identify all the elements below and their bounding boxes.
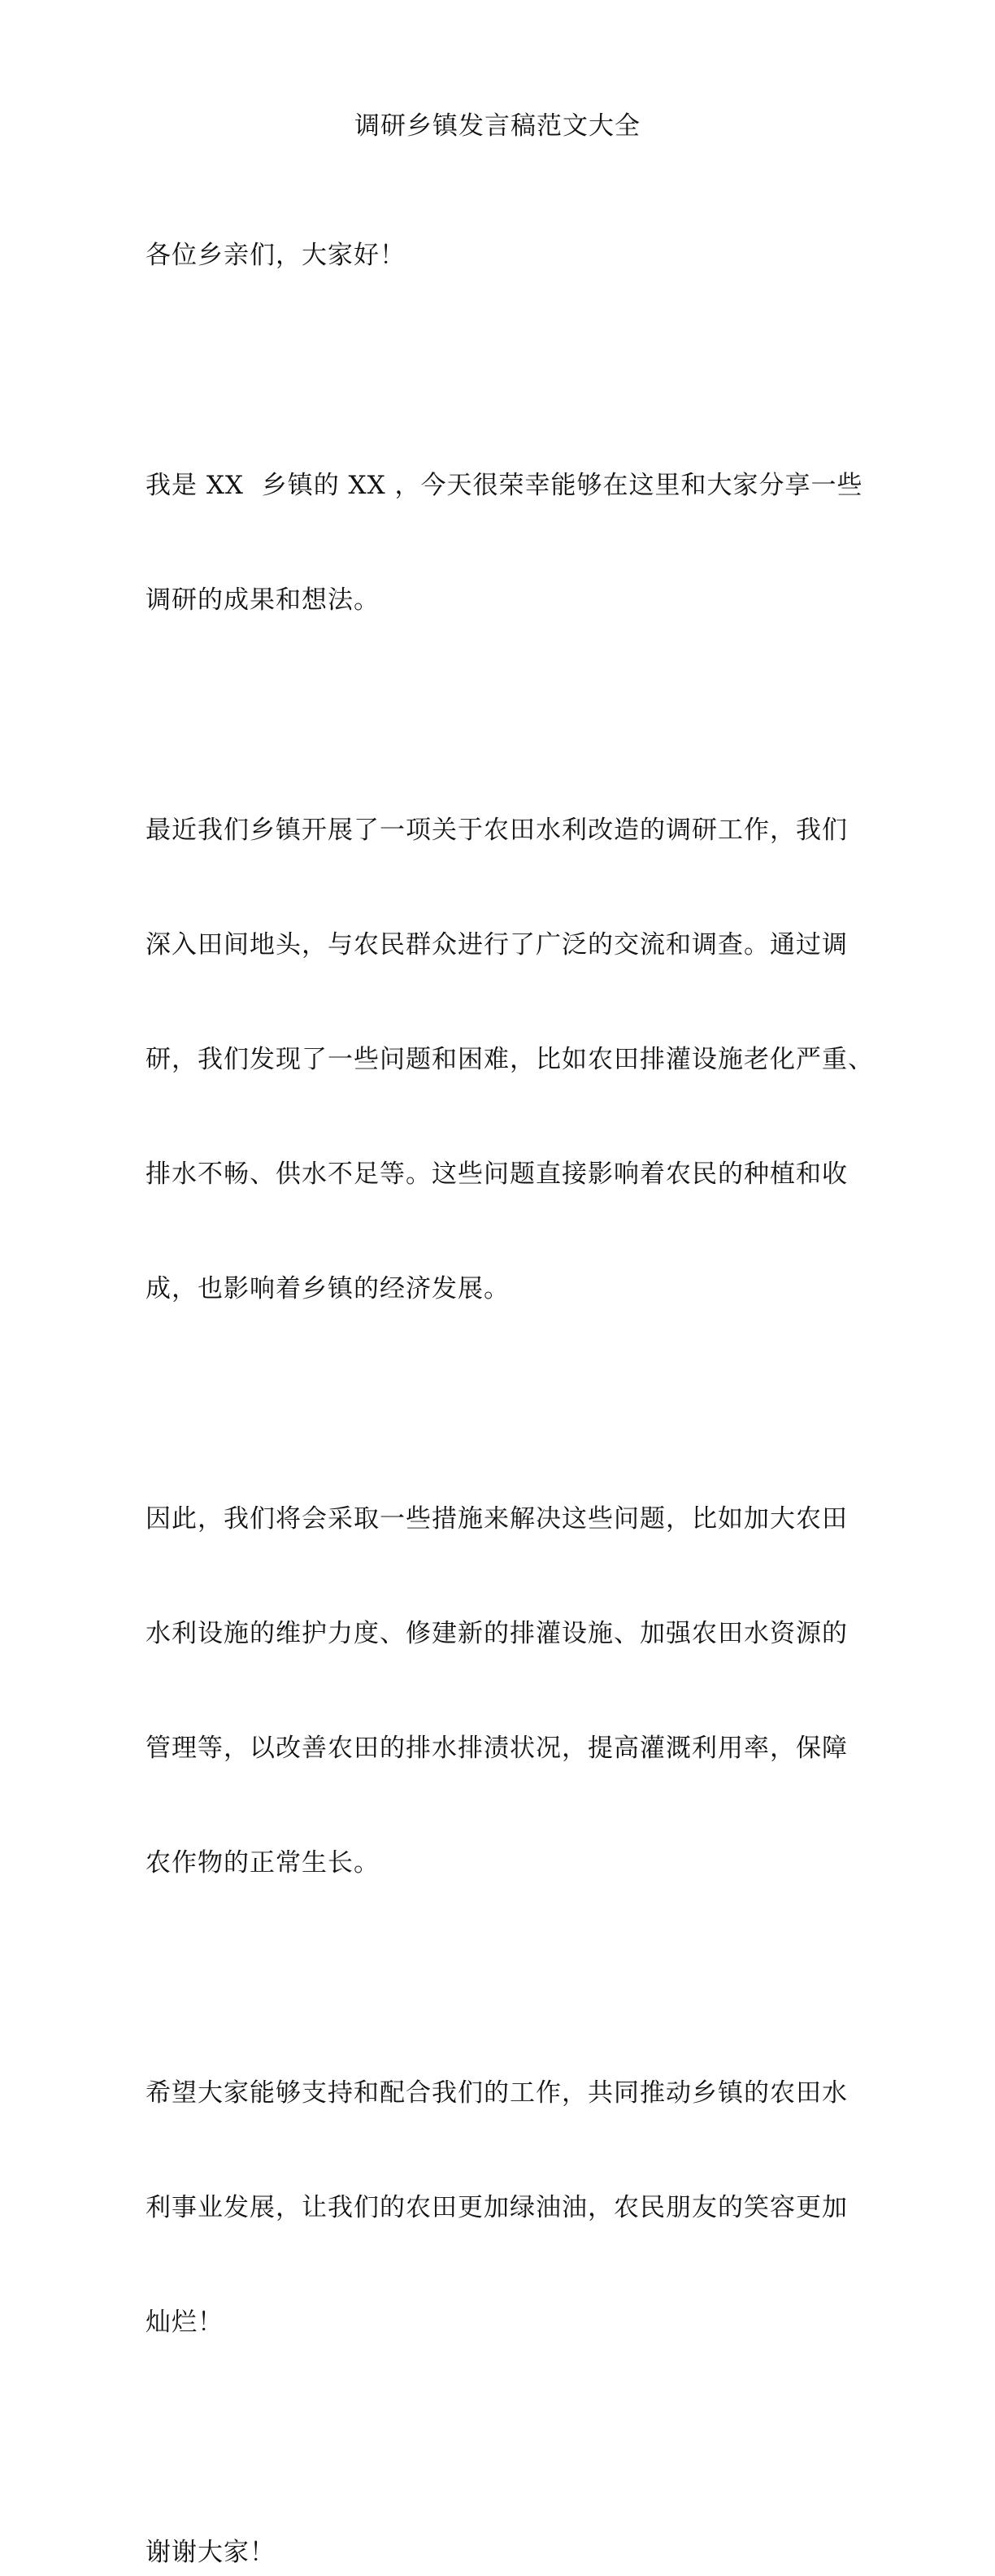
greeting-paragraph [146,160,845,351]
research-line: 排水不畅、供水不足等。这些问题直接影响着农民的种植和收 [146,1160,848,1189]
measures-line: 水利设施的维护力度、修建新的排灌设施、加强农田水资源的 [146,1619,848,1648]
closing-paragraph [146,2457,845,2576]
hope-paragraph [146,1998,848,2418]
research-line: 最近我们乡镇开展了一项关于农田水利改造的调研工作，我们 [146,816,848,845]
closing-line: 谢谢大家！ [146,2538,276,2567]
measures-line: 农作物的正常生长。 [146,1848,380,1878]
research-line: 研，我们发现了一些问题和困难，比如农田排灌设施老化严重、 [146,1045,874,1074]
research-line: 成，也影响着乡镇的经济发展。 [146,1274,510,1303]
measures-line: 管理等，以改善农田的排水排渍状况，提高灌溉利用率，保障 [146,1734,848,1763]
hope-line: 灿烂！ [146,2308,224,2337]
intro-line: 调研的成果和想法。 [146,585,380,615]
hope-line: 希望大家能够支持和配合我们的工作，共同推动乡镇的农田水 [146,2078,848,2108]
document-body [146,160,874,2576]
intro-paragraph [146,390,863,696]
greeting-line: 各位乡亲们，大家好！ [146,241,406,270]
research-line: 深入田间地头，与农民群众进行了广泛的交流和调查。通过调 [146,930,848,959]
measures-line: 因此，我们将会采取一些措施来解决这些问题，比如加大农田 [146,1504,848,1534]
document-title: 调研乡镇发言稿范文大全 [354,111,641,141]
intro-line: 我是 XX 乡镇的 XX ，今天很荣幸能够在这里和大家分享一些 [146,471,863,500]
hope-line: 利事业发展，让我们的农田更加绿油油，农民朋友的笑容更加 [146,2193,848,2222]
measures-paragraph [146,1424,848,1959]
research-paragraph [146,735,874,1385]
